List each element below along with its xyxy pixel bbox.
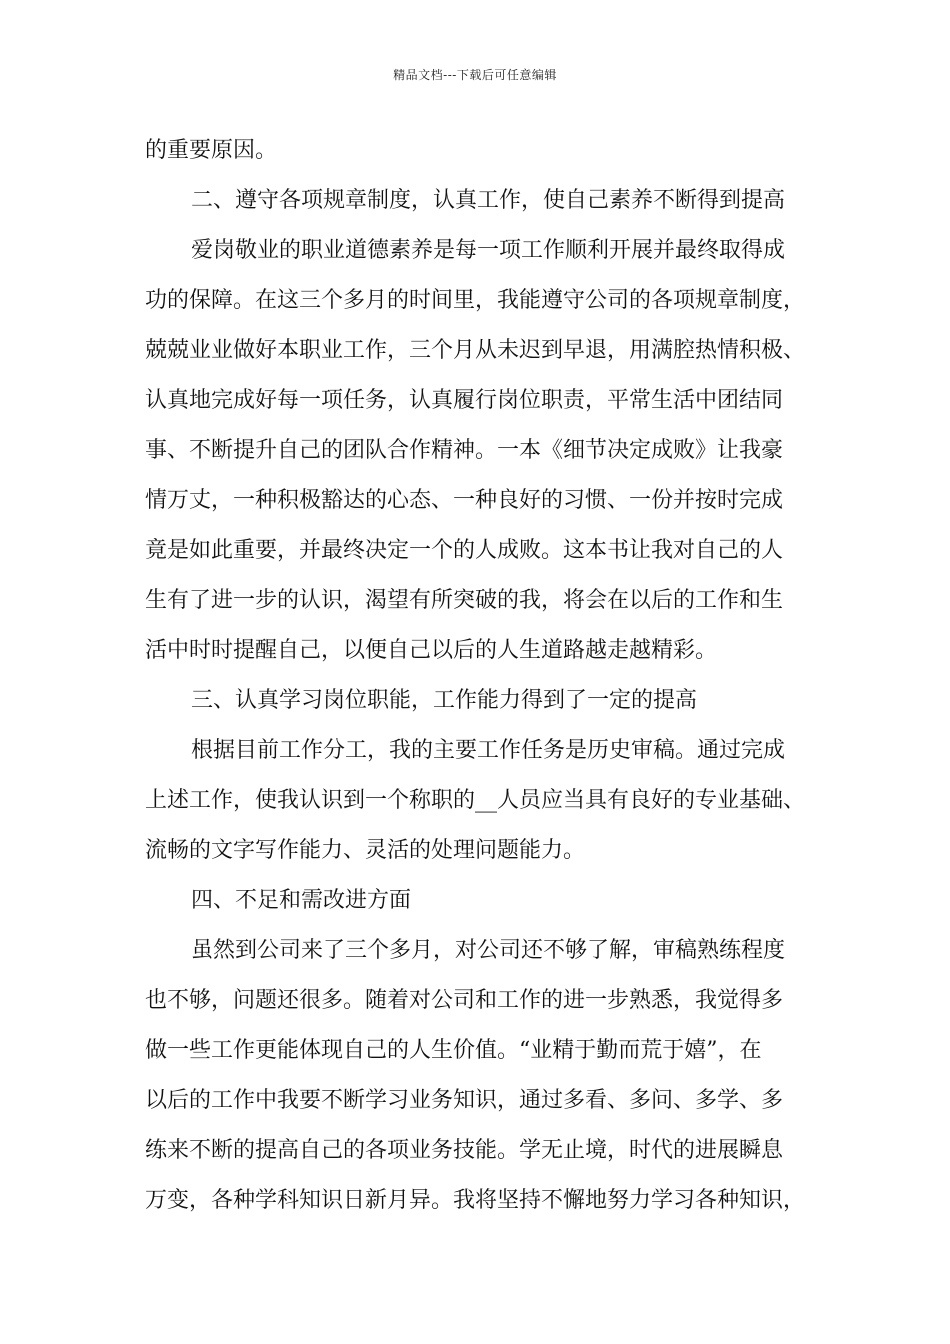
paragraph-line: 情万丈，一种积极豁达的心态、一种良好的习惯、一份并按时完成	[145, 488, 784, 513]
paragraph-line: 兢兢业业做好本职业工作，三个月从未迟到早退，用满腔热情积极、	[145, 338, 806, 363]
paragraph-line: 练来不断的提高自己的各项业务技能。学无止境，时代的进展瞬息	[145, 1138, 784, 1163]
paragraph-line: 爱岗敬业的职业道德素养是每一项工作顺利开展并最终取得成	[191, 238, 786, 263]
paragraph-line: 活中时时提醒自己，以便自己以后的人生道路越走越精彩。	[145, 638, 718, 663]
paragraph-line: 以后的工作中我要不断学习业务知识，通过多看、多问、多学、多	[145, 1088, 784, 1113]
paragraph-line: 流畅的文字写作能力、灵活的处理问题能力。	[145, 838, 586, 863]
paragraph-line: 也不够，问题还很多。随着对公司和工作的进一步熟悉，我觉得多	[145, 988, 784, 1013]
section-heading: 二、遵守各项规章制度，认真工作，使自己素养不断得到提高	[191, 188, 786, 213]
paragraph-line: 根据目前工作分工，我的主要工作任务是历史审稿。通过完成	[191, 738, 786, 763]
paragraph-line: 事、不断提升自己的团队合作精神。一本《细节决定成败》让我豪	[145, 438, 784, 463]
paragraph-line: 虽然到公司来了三个多月，对公司还不够了解，审稿熟练程度	[191, 938, 786, 963]
section-heading: 四、不足和需改进方面	[191, 888, 412, 913]
paragraph-line: 的重要原因。	[145, 138, 278, 163]
paragraph-line: 竟是如此重要，并最终决定一个的人成败。这本书让我对自己的人	[145, 538, 784, 563]
paragraph-line: 做一些工作更能体现自己的人生价值。“业精于勤而荒于嬉”，在	[145, 1038, 762, 1063]
paragraph-line: 认真地完成好每一项任务，认真履行岗位职责，平常生活中团结同	[145, 388, 784, 413]
section-heading: 三、认真学习岗位职能，工作能力得到了一定的提高	[191, 688, 698, 713]
paragraph-line: 生有了进一步的认识，渴望有所突破的我，将会在以后的工作和生	[145, 588, 784, 613]
paragraph-line: 万变，各种学科知识日新月异。我将坚持不懈地努力学习各种知识，	[145, 1188, 806, 1213]
paragraph-line: 功的保障。在这三个多月的时间里，我能遵守公司的各项规章制度，	[145, 288, 806, 313]
page-header: 精品文档---下载后可任意编辑	[393, 68, 557, 82]
paragraph-line: 上述工作，使我认识到一个称职的__人员应当具有良好的专业基础、	[145, 788, 806, 813]
